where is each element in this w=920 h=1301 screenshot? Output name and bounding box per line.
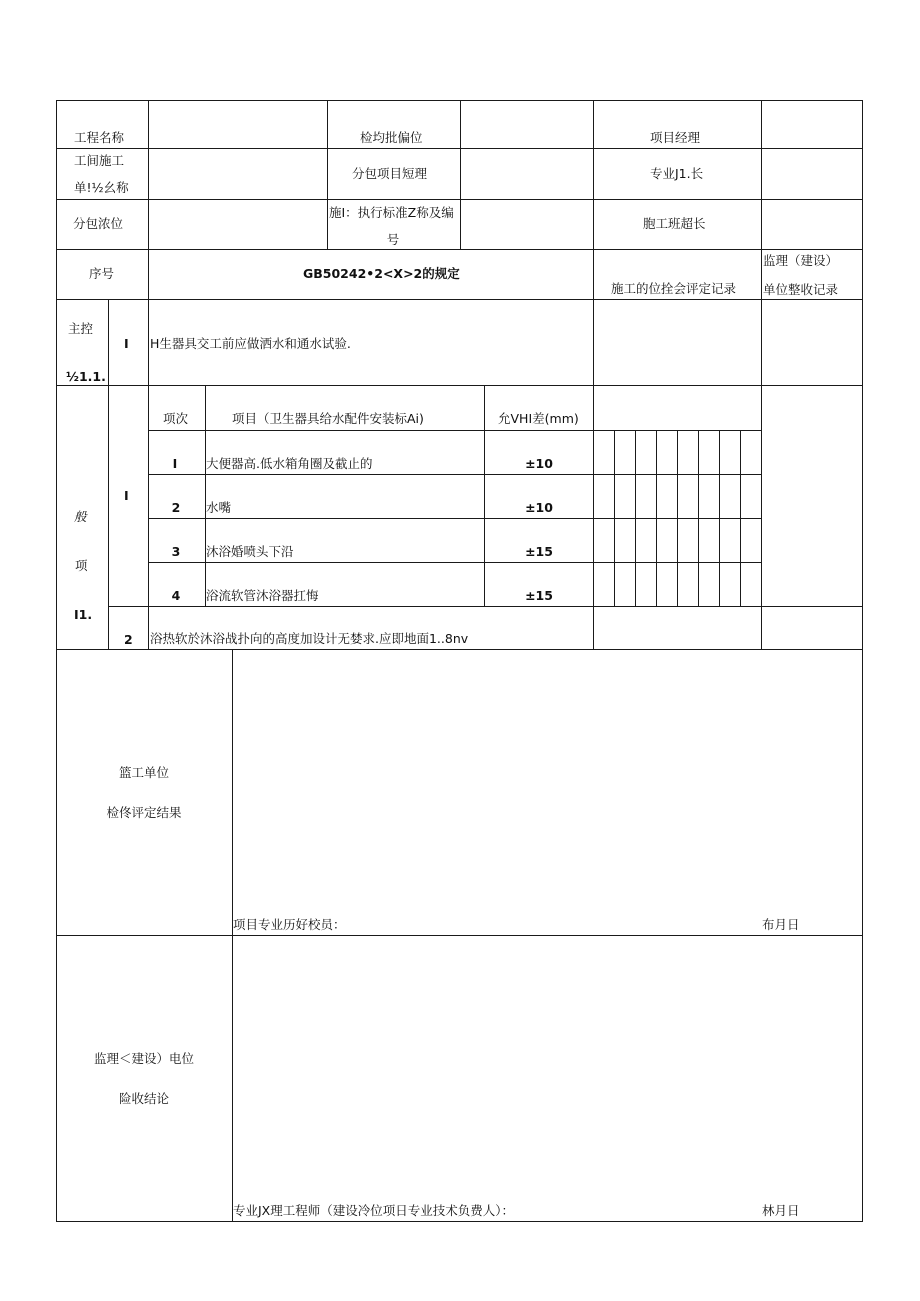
supervision-record-header-line2: 单位整收记录 [763, 282, 839, 297]
general-item1-number: I [124, 488, 129, 503]
row-item: 沐浴婚喷头下沿 [206, 544, 294, 559]
standard-label-line2: 号 [386, 232, 400, 247]
sub-header-tolerance: 允VHI差(mm) [498, 411, 579, 426]
row-tolerance: ±10 [525, 456, 553, 471]
subcontract-unit-label: 分包浓位 [73, 216, 124, 231]
main-control-label-line1: 主控 [68, 321, 94, 336]
specialty-leader-label: 专业J1.长 [650, 166, 704, 181]
general-label-line2: 项 [75, 558, 88, 573]
general-item2-text: 浴热软於沐浴战扑向的高度加设计无婪求.应即地面1..8nv [150, 631, 469, 646]
inspection-batch-label: 检均批偏位 [360, 130, 423, 145]
row-tolerance: ±15 [525, 588, 553, 603]
general-label-line1: 般 [74, 509, 87, 524]
construction-date-label: 布月日 [762, 917, 800, 932]
row-number: 3 [171, 544, 181, 559]
supervision-record-header-line1: 监理（建设） [763, 253, 839, 268]
construction-section-label-line2: 检佟评定结果 [106, 805, 182, 820]
construction-signer-label: 项目专业历好校员： [233, 917, 346, 932]
row-item: 大便器高.低水箱角圈及截止的 [206, 456, 373, 471]
construction-record-header: 施工的位拴会评定记录 [611, 281, 737, 296]
main-control-item-text: H生器具交工前应做洒水和通水试验. [150, 336, 351, 351]
supervision-section-label-line1: 监理＜建设）电位 [93, 1051, 195, 1066]
unit-project-label-line2: 单!½幺称 [74, 180, 129, 195]
general-label-line3: I1. [74, 607, 93, 622]
sub-header-item-no: 项次 [163, 411, 189, 426]
row-item: 浴流软管沐浴器扛悔 [206, 588, 319, 603]
team-leader-label: 胞工班超长 [643, 216, 706, 231]
row-tolerance: ±15 [525, 544, 553, 559]
row-tolerance: ±10 [525, 500, 553, 515]
supervision-section-label-line2: 险收结论 [118, 1091, 170, 1106]
general-item2-number: 2 [124, 632, 133, 647]
project-manager-label: 项目经理 [650, 130, 701, 145]
standard-label-line1: 施I：执行标准Z称及编 [329, 205, 454, 220]
row-item: 水嘴 [206, 500, 232, 515]
row-number: 4 [171, 588, 181, 603]
supervision-date-label: 林月日 [762, 1203, 800, 1218]
main-control-item-number: I [124, 336, 129, 351]
supervision-signer-label: 专业JX理工程师（建设冷位项日专业技术负费人）： [233, 1203, 515, 1218]
row-number: I [172, 456, 178, 471]
row-number: 2 [171, 500, 181, 515]
construction-section-label-line1: 篮工单位 [118, 765, 170, 780]
project-name-label: 工程名称 [74, 130, 125, 145]
spec-column-header: GB50242•2<X>2的规定 [303, 266, 460, 281]
subcontract-project-label: 分包项目短理 [352, 166, 428, 181]
seq-column-header: 序号 [89, 266, 115, 281]
sub-header-item: 项目（卫生器具给水配件安装标Ai) [232, 411, 424, 426]
main-control-label-line2: ½1.1. [66, 369, 106, 384]
unit-project-label-line1: 工间施工 [74, 153, 125, 168]
